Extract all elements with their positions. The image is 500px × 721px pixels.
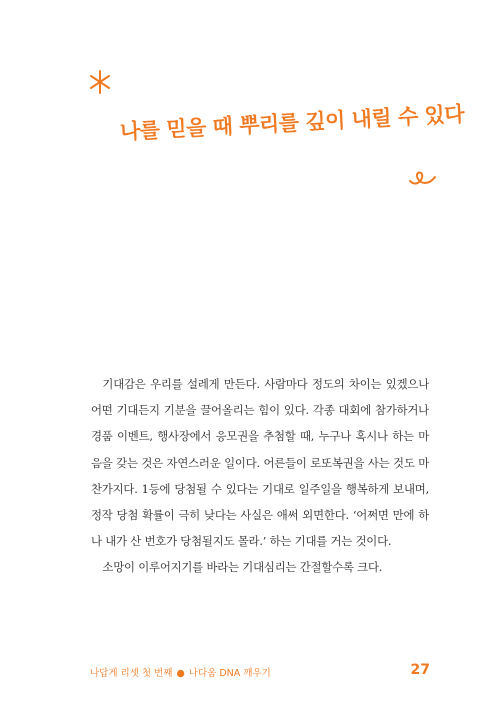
paragraph: 기대감은 우리를 설레게 만든다. 사람마다 정도의 차이는 있겠으나 어떤 기대든지 기분을 끌어올리는 힘이 있다. 각종 대회에 참가하거나 경품 이벤트, 행사장에서 응모권을 추첨할 때, 누구나 혹시나 하는 마음을 갖는 것은 자연스러운 일이다. 어른들이 로또복권을 사는 것도 마찬가지다. 1등에 당첨될 수 있다는 기대로 일주일을 행복하게 보내며, 정작 당첨 확률이 극히 낮다는 사실은 애써 외면한다. ‘어쩌면 만에 하나 내가 산 번호가 당첨될지도 몰라.’ 하는 기대를 거는 것이다.	[91, 377, 429, 549]
page-footer	[90, 663, 430, 679]
chapter-heading: 나를 믿을 때 뿌리를 깊이 내릴 수 있다	[119, 101, 465, 144]
paragraph: 소망이 이루어지기를 바라는 기대심리는 간절할수록 크다.	[102, 560, 383, 575]
footer-running-title	[90, 665, 271, 679]
book-title: 나답게 리셋 첫 번째	[90, 668, 173, 679]
page-number: 27	[410, 662, 430, 678]
chapter-title: 나다움 DNA 깨우기	[188, 668, 271, 679]
body-text	[91, 371, 429, 581]
asterisk-icon	[88, 70, 112, 94]
swirl-icon	[408, 168, 438, 190]
separator-dot: ●	[176, 668, 185, 679]
